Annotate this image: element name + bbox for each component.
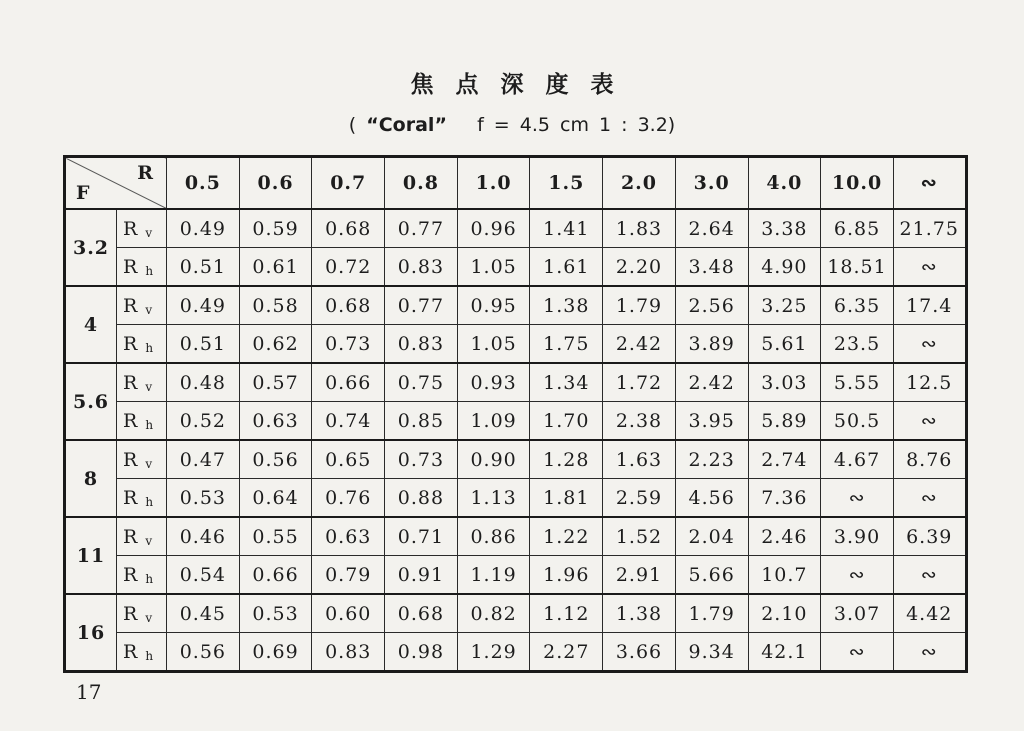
value-cell: 3.07 <box>821 594 894 633</box>
r-label: R <box>123 409 139 432</box>
value-cell: 0.46 <box>167 517 240 556</box>
value-cell: 0.79 <box>312 556 385 595</box>
value-cell: 1.70 <box>530 402 603 441</box>
value-cell: 0.52 <box>167 402 240 441</box>
header-row <box>65 157 967 210</box>
value-cell: ∾ <box>821 479 894 518</box>
value-cell: 2.56 <box>675 286 748 325</box>
f-number-cell: 4 <box>65 286 117 363</box>
table-row <box>65 325 967 364</box>
lens-spec: f = 4.5 cm 1 : 3.2 <box>477 114 668 136</box>
rh-label-cell <box>117 325 167 364</box>
value-cell: 3.90 <box>821 517 894 556</box>
r-subscript: h <box>145 571 155 586</box>
value-cell: 0.45 <box>167 594 240 633</box>
value-cell: 0.96 <box>457 209 530 248</box>
r-label: R <box>123 255 139 278</box>
rv-label-cell <box>117 209 167 248</box>
table-row <box>65 286 967 325</box>
value-cell: 0.73 <box>385 440 458 479</box>
lens-name: “Coral” <box>366 114 447 136</box>
value-cell: 2.59 <box>603 479 676 518</box>
value-cell: 0.74 <box>312 402 385 441</box>
value-cell: 2.64 <box>675 209 748 248</box>
value-cell: 5.55 <box>821 363 894 402</box>
table-row <box>65 248 967 287</box>
rh-label-cell <box>117 248 167 287</box>
value-cell: 0.56 <box>167 633 240 672</box>
value-cell: 6.39 <box>893 517 966 556</box>
value-cell: 4.42 <box>893 594 966 633</box>
f-number-cell: 11 <box>65 517 117 594</box>
r-subscript: v <box>145 379 154 394</box>
value-cell: 0.60 <box>312 594 385 633</box>
value-cell: 0.59 <box>239 209 312 248</box>
value-cell: 0.77 <box>385 286 458 325</box>
value-cell: 0.83 <box>312 633 385 672</box>
value-cell: 1.41 <box>530 209 603 248</box>
value-cell: 0.76 <box>312 479 385 518</box>
value-cell: 50.5 <box>821 402 894 441</box>
value-cell: 7.36 <box>748 479 821 518</box>
r-label: R <box>123 486 139 509</box>
value-cell: 0.71 <box>385 517 458 556</box>
value-cell: 0.55 <box>239 517 312 556</box>
table-row <box>65 517 967 556</box>
r-label: R <box>123 563 139 586</box>
value-cell: 0.51 <box>167 325 240 364</box>
corner-r-label: R <box>137 162 154 184</box>
value-cell: 5.61 <box>748 325 821 364</box>
value-cell: 0.72 <box>312 248 385 287</box>
column-header-r: 2.0 <box>603 157 676 210</box>
page-number: 17 <box>76 680 102 704</box>
value-cell: 0.63 <box>312 517 385 556</box>
value-cell: 4.90 <box>748 248 821 287</box>
value-cell: ∾ <box>893 633 966 672</box>
value-cell: 2.04 <box>675 517 748 556</box>
value-cell: 1.79 <box>603 286 676 325</box>
value-cell: 0.65 <box>312 440 385 479</box>
value-cell: 0.66 <box>312 363 385 402</box>
value-cell: 3.25 <box>748 286 821 325</box>
rv-label-cell <box>117 517 167 556</box>
table-row <box>65 479 967 518</box>
rv-label-cell <box>117 440 167 479</box>
value-cell: 2.42 <box>603 325 676 364</box>
table-row <box>65 594 967 633</box>
r-label: R <box>123 371 139 394</box>
column-header-r: 3.0 <box>675 157 748 210</box>
value-cell: 6.35 <box>821 286 894 325</box>
value-cell: 9.34 <box>675 633 748 672</box>
value-cell: 2.91 <box>603 556 676 595</box>
value-cell: 1.81 <box>530 479 603 518</box>
value-cell: 0.91 <box>385 556 458 595</box>
value-cell: 0.83 <box>385 325 458 364</box>
column-header-r: 10.0 <box>821 157 894 210</box>
value-cell: 23.5 <box>821 325 894 364</box>
value-cell: 0.47 <box>167 440 240 479</box>
value-cell: 0.49 <box>167 286 240 325</box>
r-subscript: h <box>145 648 155 663</box>
column-header-r: 0.5 <box>167 157 240 210</box>
depth-of-field-table <box>63 155 968 673</box>
value-cell: 0.82 <box>457 594 530 633</box>
corner-cell <box>65 157 167 210</box>
value-cell: ∾ <box>893 402 966 441</box>
value-cell: 0.68 <box>385 594 458 633</box>
table-row <box>65 440 967 479</box>
r-label: R <box>123 294 139 317</box>
f-number-cell: 3.2 <box>65 209 117 286</box>
table-row <box>65 402 967 441</box>
value-cell: 12.5 <box>893 363 966 402</box>
value-cell: 0.58 <box>239 286 312 325</box>
value-cell: 42.1 <box>748 633 821 672</box>
rh-label-cell <box>117 556 167 595</box>
rv-label-cell <box>117 363 167 402</box>
value-cell: 0.83 <box>385 248 458 287</box>
value-cell: 0.93 <box>457 363 530 402</box>
value-cell: 2.27 <box>530 633 603 672</box>
value-cell: 17.4 <box>893 286 966 325</box>
value-cell: 0.66 <box>239 556 312 595</box>
value-cell: 3.89 <box>675 325 748 364</box>
value-cell: 0.90 <box>457 440 530 479</box>
value-cell: 1.29 <box>457 633 530 672</box>
value-cell: 2.23 <box>675 440 748 479</box>
value-cell: 1.05 <box>457 248 530 287</box>
column-header-r: ∾ <box>893 157 966 210</box>
table-row <box>65 633 967 672</box>
value-cell: 0.48 <box>167 363 240 402</box>
value-cell: 1.38 <box>603 594 676 633</box>
value-cell: 1.52 <box>603 517 676 556</box>
r-label: R <box>123 448 139 471</box>
value-cell: ∾ <box>893 248 966 287</box>
r-label: R <box>123 602 139 625</box>
value-cell: 0.53 <box>167 479 240 518</box>
value-cell: 0.68 <box>312 286 385 325</box>
table-body <box>65 209 967 672</box>
subtitle-open-paren: ( <box>348 114 357 136</box>
value-cell: ∾ <box>893 479 966 518</box>
rv-label-cell <box>117 286 167 325</box>
value-cell: 1.72 <box>603 363 676 402</box>
r-subscript: h <box>145 417 155 432</box>
r-subscript: h <box>145 494 155 509</box>
value-cell: 5.66 <box>675 556 748 595</box>
value-cell: 8.76 <box>893 440 966 479</box>
f-number-cell: 8 <box>65 440 117 517</box>
value-cell: 2.20 <box>603 248 676 287</box>
value-cell: 2.74 <box>748 440 821 479</box>
value-cell: 1.38 <box>530 286 603 325</box>
value-cell: ∾ <box>893 325 966 364</box>
value-cell: ∾ <box>893 556 966 595</box>
value-cell: 0.53 <box>239 594 312 633</box>
column-header-r: 1.0 <box>457 157 530 210</box>
f-number-cell: 16 <box>65 594 117 672</box>
value-cell: 1.19 <box>457 556 530 595</box>
r-label: R <box>123 640 139 663</box>
value-cell: 1.75 <box>530 325 603 364</box>
rh-label-cell <box>117 402 167 441</box>
value-cell: 18.51 <box>821 248 894 287</box>
value-cell: 0.69 <box>239 633 312 672</box>
value-cell: 1.13 <box>457 479 530 518</box>
r-label: R <box>123 525 139 548</box>
value-cell: 0.61 <box>239 248 312 287</box>
value-cell: 0.85 <box>385 402 458 441</box>
value-cell: 3.48 <box>675 248 748 287</box>
value-cell: 2.10 <box>748 594 821 633</box>
value-cell: 0.54 <box>167 556 240 595</box>
r-subscript: v <box>145 456 154 471</box>
value-cell: 4.56 <box>675 479 748 518</box>
value-cell: 0.62 <box>239 325 312 364</box>
value-cell: 10.7 <box>748 556 821 595</box>
value-cell: 0.98 <box>385 633 458 672</box>
f-number-cell: 5.6 <box>65 363 117 440</box>
subtitle-close-paren: ) <box>667 114 676 136</box>
value-cell: 0.95 <box>457 286 530 325</box>
value-cell: 2.46 <box>748 517 821 556</box>
value-cell: 3.95 <box>675 402 748 441</box>
value-cell: 0.63 <box>239 402 312 441</box>
value-cell: 4.67 <box>821 440 894 479</box>
value-cell: 2.42 <box>675 363 748 402</box>
r-label: R <box>123 332 139 355</box>
value-cell: 1.12 <box>530 594 603 633</box>
rv-label-cell <box>117 594 167 633</box>
value-cell: 0.77 <box>385 209 458 248</box>
lens-subtitle <box>0 114 1024 136</box>
corner-f-label: F <box>76 182 91 204</box>
value-cell: 0.68 <box>312 209 385 248</box>
value-cell: 6.85 <box>821 209 894 248</box>
rh-label-cell <box>117 633 167 672</box>
value-cell: 1.22 <box>530 517 603 556</box>
value-cell: 1.61 <box>530 248 603 287</box>
page-title: 焦点深度表 <box>410 72 636 98</box>
value-cell: 21.75 <box>893 209 966 248</box>
r-subscript: v <box>145 302 154 317</box>
value-cell: 1.96 <box>530 556 603 595</box>
value-cell: 3.03 <box>748 363 821 402</box>
value-cell: 5.89 <box>748 402 821 441</box>
value-cell: 0.49 <box>167 209 240 248</box>
value-cell: 1.63 <box>603 440 676 479</box>
r-subscript: v <box>145 225 154 240</box>
rh-label-cell <box>117 479 167 518</box>
column-header-r: 0.8 <box>385 157 458 210</box>
value-cell: 1.09 <box>457 402 530 441</box>
column-header-r: 4.0 <box>748 157 821 210</box>
value-cell: 1.34 <box>530 363 603 402</box>
value-cell: 1.83 <box>603 209 676 248</box>
table-row <box>65 556 967 595</box>
table-row <box>65 209 967 248</box>
value-cell: 0.86 <box>457 517 530 556</box>
value-cell: 3.38 <box>748 209 821 248</box>
column-header-r: 0.7 <box>312 157 385 210</box>
value-cell: 0.64 <box>239 479 312 518</box>
value-cell: 1.28 <box>530 440 603 479</box>
value-cell: 0.56 <box>239 440 312 479</box>
value-cell: 0.75 <box>385 363 458 402</box>
value-cell: 1.79 <box>675 594 748 633</box>
r-subscript: h <box>145 263 155 278</box>
value-cell: 0.88 <box>385 479 458 518</box>
value-cell: 0.51 <box>167 248 240 287</box>
column-header-r: 1.5 <box>530 157 603 210</box>
value-cell: ∾ <box>821 633 894 672</box>
value-cell: 3.66 <box>603 633 676 672</box>
value-cell: 2.38 <box>603 402 676 441</box>
table-row <box>65 363 967 402</box>
r-subscript: v <box>145 610 154 625</box>
value-cell: 0.57 <box>239 363 312 402</box>
r-subscript: h <box>145 340 155 355</box>
r-label: R <box>123 217 139 240</box>
value-cell: ∾ <box>821 556 894 595</box>
column-header-r: 0.6 <box>239 157 312 210</box>
r-subscript: v <box>145 533 154 548</box>
value-cell: 1.05 <box>457 325 530 364</box>
value-cell: 0.73 <box>312 325 385 364</box>
